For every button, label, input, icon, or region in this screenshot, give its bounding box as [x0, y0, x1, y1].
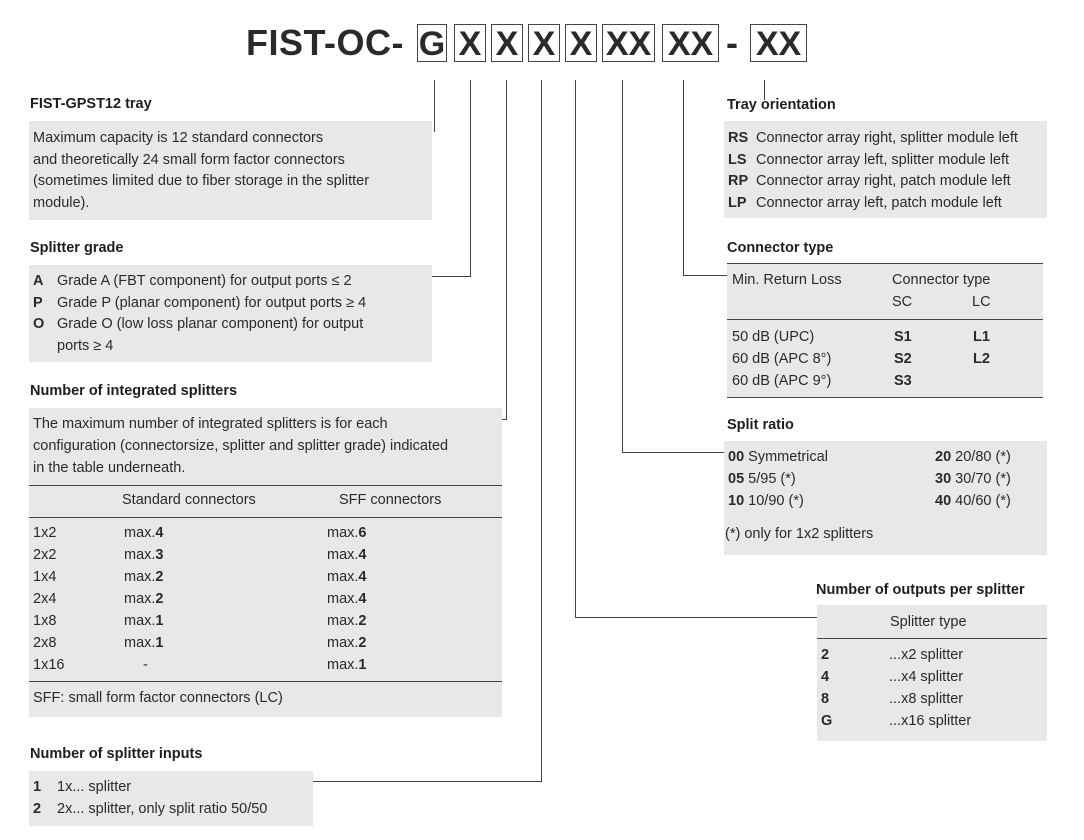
table-cell: L2 [973, 351, 990, 367]
col-sc-header: SC [892, 294, 913, 310]
tray-line: module). [33, 194, 90, 211]
list-item: O Grade O (low loss planar component) for output [33, 316, 364, 332]
table-cell: max.1 [124, 613, 164, 629]
splitter-inputs-heading: Number of splitter inputs [30, 746, 203, 762]
col-lc-header: LC [972, 294, 991, 310]
intro-line: configuration (connectorsize, splitter and splitter grade) indicated [33, 438, 449, 454]
footnote: SFF: small form factor connectors (LC) [33, 690, 283, 706]
outputs-heading: Number of outputs per splitter [816, 582, 1025, 598]
col-loss-header: Min. Return Loss [732, 272, 842, 288]
table-row: 2x2 [33, 547, 57, 563]
list-item: 40 40/60 (*) [935, 493, 1011, 509]
table-row: 2x4 [33, 591, 57, 607]
table-row: 1x4 [33, 569, 57, 585]
list-item: LS Connector array left, splitter module left [728, 151, 1010, 168]
splitter-grade-panel [29, 265, 432, 362]
intro-line: The maximum number of integrated splitters is for each [33, 416, 388, 432]
code-box-split: X [565, 24, 597, 62]
list-item: A Grade A (FBT component) for output ports ≤ 2 [33, 273, 352, 289]
table-cell: max.4 [327, 547, 367, 563]
list-item: RP Connector array right, patch module left [728, 173, 1011, 189]
table-cell: max.2 [124, 569, 164, 585]
col-type-header: Connector type [892, 272, 991, 288]
table-row: 60 dB (APC 8°) [732, 351, 832, 367]
outputs-panel [817, 605, 1047, 741]
table-cell: S1 [894, 329, 912, 345]
tray-orientation-panel [724, 121, 1047, 218]
list-item: 10 10/90 (*) [728, 493, 804, 509]
list-item: 20 20/80 (*) [935, 449, 1011, 465]
code-box-integrated: X [528, 24, 560, 62]
table-cell: L1 [973, 329, 990, 345]
table-cell: max.4 [327, 591, 367, 607]
intro-line: in the table underneath. [33, 460, 186, 476]
table-cell: max.4 [124, 525, 164, 541]
table-cell: max.4 [327, 569, 367, 585]
table-cell: - [143, 657, 148, 673]
table-cell: max.2 [327, 613, 367, 629]
table-cell: max.3 [124, 547, 164, 563]
splitter-grade-heading: Splitter grade [30, 240, 124, 256]
list-item: 8 [821, 691, 830, 707]
title-prefix: FIST-OC- [246, 22, 404, 63]
col-standard-header: Standard connectors [122, 492, 256, 508]
list-item: ports ≥ 4 [57, 337, 114, 354]
list-item: ...x4 splitter [889, 669, 964, 685]
list-item: 2 [821, 647, 830, 663]
tray-line: (sometimes limited due to fiber storage in the splitter [33, 173, 370, 189]
list-item: G [821, 713, 833, 729]
tray-heading: FIST-GPST12 tray [30, 96, 152, 112]
table-row: 50 dB (UPC) [732, 329, 815, 345]
table-cell: S3 [894, 373, 912, 389]
col-sff-header: SFF connectors [339, 492, 442, 508]
table-cell: max.2 [327, 635, 367, 651]
table-cell: max.1 [124, 635, 164, 651]
code-box-grade: G [418, 25, 446, 63]
list-item: ...x8 splitter [889, 691, 964, 707]
table-cell: S2 [894, 351, 912, 367]
integrated-splitters-heading: Number of integrated splitters [30, 383, 238, 399]
table-cell: max.6 [327, 525, 367, 541]
connector-type-heading: Connector type [727, 240, 834, 256]
list-item: 30 30/70 (*) [935, 471, 1011, 487]
list-item: ...x2 splitter [889, 647, 964, 663]
tray-line: and theoretically 24 small form factor connectors [33, 151, 345, 168]
list-item: 1 1x... splitter [33, 779, 132, 795]
split-ratio-heading: Split ratio [727, 417, 794, 433]
table-row: 1x16 [33, 657, 65, 673]
list-item: LP Connector array left, patch module left [728, 194, 1002, 211]
table-cell: max.1 [327, 657, 367, 673]
table-row: 2x8 [33, 635, 57, 651]
list-item: 05 5/95 (*) [728, 471, 796, 487]
tray-orientation-heading: Tray orientation [727, 97, 836, 113]
code-box-outputs: X [491, 24, 523, 62]
list-item: 00 Symmetrical [728, 449, 828, 465]
list-item: ...x16 splitter [889, 713, 972, 729]
code-box-connector: XX [662, 24, 719, 62]
code-box-orientation: XX [750, 24, 807, 62]
table-cell: max.2 [124, 591, 164, 607]
list-item: RS Connector array right, splitter module left [728, 130, 1018, 146]
code-box-inputs: X [454, 24, 486, 62]
splitter-inputs-panel [29, 771, 313, 826]
table-row: 1x8 [33, 613, 57, 629]
list-item: 4 [821, 669, 830, 685]
tray-panel [29, 121, 432, 220]
col-splitter-type-header: Splitter type [890, 614, 967, 630]
split-ratio-panel [724, 441, 1047, 555]
list-item: 2 2x... splitter, only split ratio 50/50 [33, 800, 268, 817]
integrated-splitters-panel [29, 408, 502, 717]
connector-type-panel [727, 263, 1043, 398]
code-box-ratio: XX [602, 24, 655, 62]
split-ratio-note: (*) only for 1x2 splitters [725, 526, 874, 542]
table-row: 60 dB (APC 9°) [732, 373, 832, 389]
tray-line: Maximum capacity is 12 standard connectors [33, 130, 324, 146]
list-item: P Grade P (planar component) for output ports ≥ 4 [33, 294, 367, 311]
title-separator: - [726, 22, 738, 63]
table-row: 1x2 [33, 525, 57, 541]
